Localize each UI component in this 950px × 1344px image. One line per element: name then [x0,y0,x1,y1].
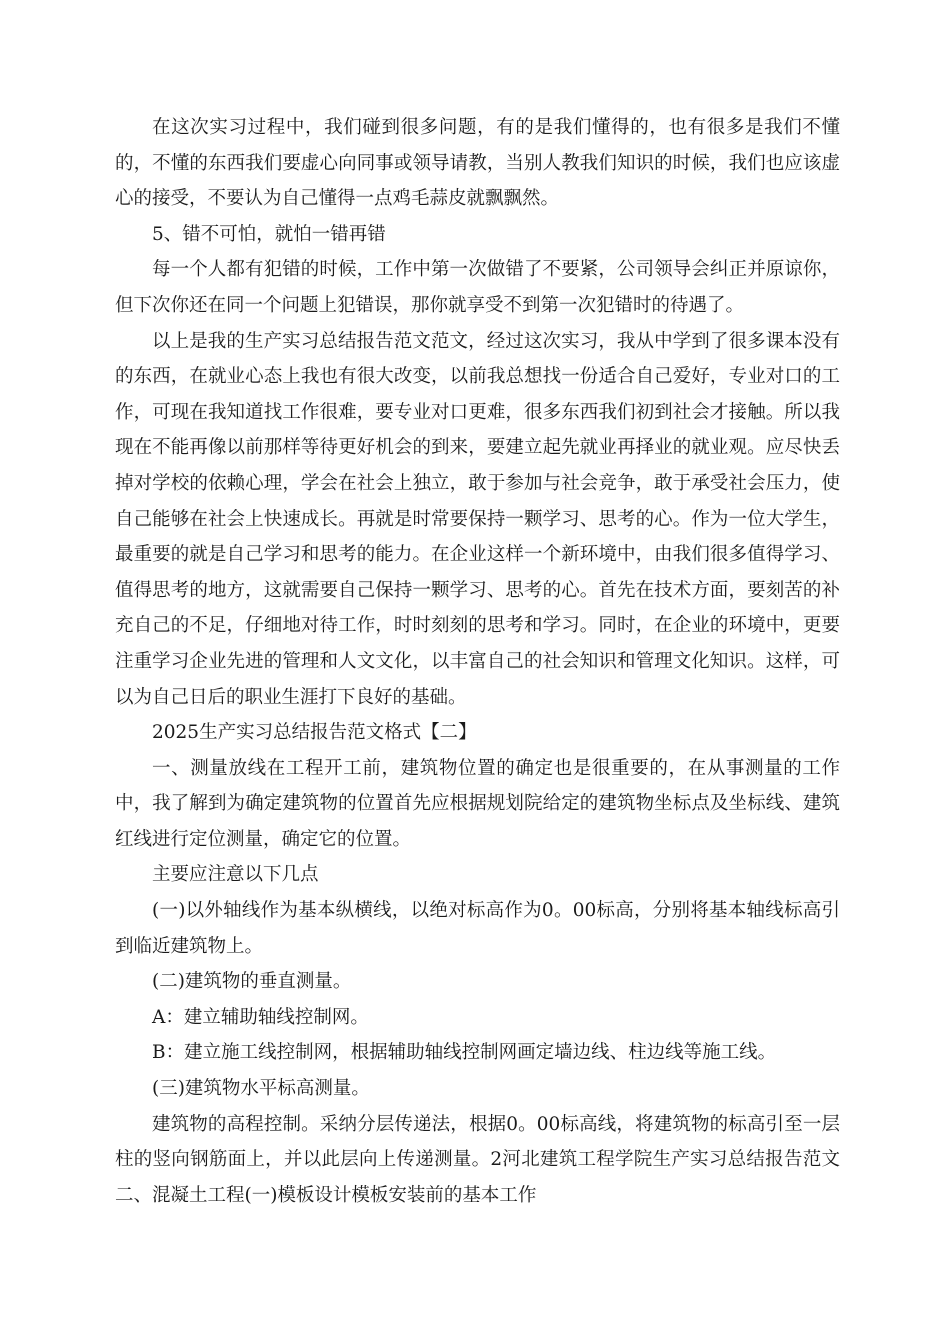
paragraph-humility: 在这次实习过程中，我们碰到很多问题，有的是我们懂得的，也有很多是我们不懂的，不懂的东西我们要虚心向同事或领导请教，当别人教我们知识的时候，我们也应该虚心的接受，不要认为自己懂得一点鸡毛蒜皮就飘飘然。 [115,117,840,210]
document-page [115,110,840,1213]
paragraph-point-one: (一)以外轴线作为基本纵横线，以绝对标高作为0。00标高，分别将基本轴线标高引到临近建筑物上。 [115,900,840,957]
paragraph-mistakes: 每一个人都有犯错的时候，工作中第一次做错了不要紧，公司领导会纠正并原谅你，但下次你还在同一个问题上犯错误，那你就享受不到第一次犯错时的待遇了。 [115,259,840,316]
paragraph-elevation: 建筑物的高程控制。采纳分层传递法，根据0。00标高线，将建筑物的标高引至一层柱的竖向钢筋面上，并以此层向上传递测量。2河北建筑工程学院生产实习总结报告范文二、混凝土工程(一)模板设计模板安装前的基本工作 [115,1113,840,1206]
subheading-key-points: 主要应注意以下几点 [152,864,319,886]
section-heading-mistakes: 5、错不可怕，就怕一错再错 [152,223,386,245]
subheading-point-two: (二)建筑物的垂直测量。 [152,971,352,993]
paragraph-summary: 以上是我的生产实习总结报告范文范文，经过这次实习，我从中学到了很多课本没有的东西，在就业心态上我也有很大改变，以前我总想找一份适合自己爱好，专业对口的工作，可现在我知道找工作很难，要专业对口更难，很多东西我们初到社会才接触。所以我现在不能再像以前那样等待更好机会的到来，要建立起先就业再择业的就业观。应尽快丢掉对学校的依赖心理，学会在社会上独立，敢于参加与社会竞争，敢于承受社会压力，使自己能够在社会上快速成长。再就是时常要保持一颗学习、思考的心。作为一位大学生，最重要的就是自己学习和思考的能力。在企业这样一个新环境中，由我们很多值得学习、值得思考的地方，这就需要自己保持一颗学习、思考的心。首先在技术方面，要刻苦的补充自己的不足，仔细地对待工作，时时刻刻的思考和学习。同时，在企业的环境中，更要注重学习企业先进的管理和人文文化，以丰富自己的社会知识和管理文化知识。这样，可以为自己日后的职业生涯打下良好的基础。 [115,330,840,708]
paragraph-surveying: 一、测量放线在工程开工前，建筑物位置的确定也是很重要的，在从事测量的工作中，我了解到为确定建筑物的位置首先应根据规划院给定的建筑物坐标点及坐标线、建筑红线进行定位测量，确定它的位置。 [115,757,840,850]
paragraph-point-b: B：建立施工线控制网，根据辅助轴线控制网画定墙边线、柱边线等施工线。 [152,1042,777,1064]
report-title-two: 2025生产实习总结报告范文格式【二】 [152,722,477,744]
subheading-point-three: (三)建筑物水平标高测量。 [152,1078,370,1100]
paragraph-point-a: A：建立辅助轴线控制网。 [152,1006,369,1028]
